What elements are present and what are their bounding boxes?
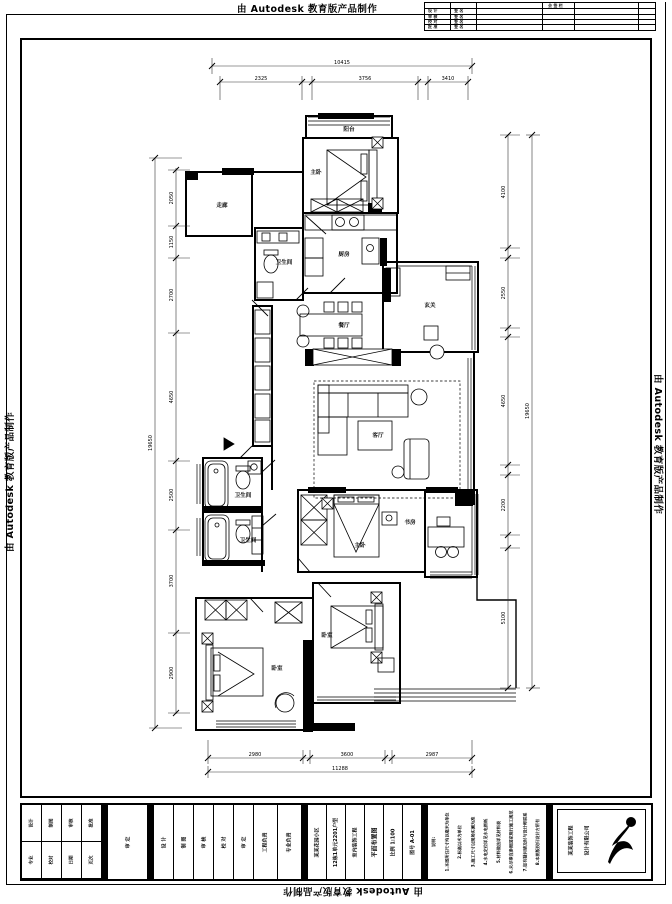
dim-label: 2987 [425, 752, 439, 758]
room-label: 客厅 [372, 433, 384, 439]
room-label: 主卧 [354, 543, 366, 549]
dimensions [149, 58, 540, 778]
note-line: 5.材料做法详见材料表 [496, 820, 502, 864]
rev-label: 审 核 [428, 14, 438, 19]
room-label: 餐厅 [338, 323, 350, 329]
title-col: 某某花园小区 [308, 805, 327, 879]
info-cell: 批准 [82, 805, 102, 842]
dim-label: 10415 [334, 60, 350, 66]
wall-fills [186, 113, 473, 732]
cabinet-strip [255, 310, 270, 442]
watermark-bottom: 由 Autodesk 教育版产品制作 [282, 885, 423, 896]
dim-label: 4650 [169, 390, 175, 404]
room-label: 卧室 [271, 666, 283, 672]
title-col: 制 图 [174, 805, 194, 879]
rev-label: 校 对 [428, 19, 438, 24]
logo-inner-frame [557, 809, 646, 873]
title-col: 平面布置图 [365, 805, 384, 879]
dim-label: 4650 [501, 394, 507, 408]
dim-label: 19650 [525, 403, 531, 419]
watermark-right: 由 Autodesk 教育版产品制作 [652, 374, 663, 515]
title-col: 图号 A-01 [403, 805, 422, 879]
title-col: 设 计 [154, 805, 174, 879]
room-labels [215, 125, 436, 672]
bed-3 [275, 592, 394, 672]
rev-label: 签 名 [454, 24, 464, 29]
dim-label: 1150 [169, 235, 175, 249]
room-label: 玄关 [424, 303, 436, 309]
logo-text-1: 某某装饰工程 [568, 824, 575, 856]
dim-label: 2980 [248, 752, 262, 758]
title-col: 比例 1:100 [384, 805, 403, 879]
room-label: 厨房 [338, 252, 350, 258]
room-label: 卫生间 [234, 493, 252, 499]
title-col: 校 对 [214, 805, 234, 879]
entry-fixtures [313, 266, 470, 365]
title-col: 专业负责 [278, 805, 302, 879]
dim-label: 19650 [148, 435, 154, 451]
furniture [202, 137, 470, 712]
note-line: 7.如有疑问请及时与设计师联系 [522, 812, 528, 872]
room-label: 主卧 [310, 170, 322, 176]
title-col: 工程负责 [254, 805, 278, 879]
note-line: 2.标高以米为单位 [457, 825, 463, 859]
marker-triangle [224, 438, 234, 450]
dim-label: 3756 [358, 76, 372, 82]
info-cell: 页次 [82, 842, 102, 879]
rev-label: 批 准 [428, 24, 438, 29]
info-cell: 校对 [42, 842, 62, 879]
room-label: 走廊 [216, 203, 228, 209]
watermark-top: 由 Autodesk 教育版产品制作 [237, 4, 378, 15]
logo-text-2: 设计有限公司 [584, 824, 591, 856]
company-logo-icon [598, 812, 642, 868]
bed-4 [202, 600, 294, 712]
dim-label: 3600 [340, 752, 354, 758]
note-line: 8.本图版权归设计方所有 [535, 818, 541, 866]
bed-2 [301, 495, 464, 558]
note-line: 4.水电定位详见水电图纸 [483, 818, 489, 866]
info-cell: 日期 [62, 842, 82, 879]
title-col: 审 定 [234, 805, 254, 879]
rev-label: 签 名 [454, 8, 464, 13]
walls [186, 116, 516, 730]
room-label: 书房 [404, 520, 416, 526]
bed-1 [327, 137, 383, 209]
watermark-left: 由 Autodesk 教育版产品制作 [5, 411, 16, 552]
dim-label: 2500 [169, 488, 175, 502]
rev-label: 签 名 [454, 14, 464, 19]
note-line: 1.本图所注尺寸均以毫米为单位 [444, 812, 450, 872]
dim-label: 2200 [501, 498, 507, 512]
wardrobe [311, 199, 363, 212]
room-label: 卧室 [321, 633, 333, 639]
info-cell: 设计 [22, 805, 42, 842]
dim-label: 4100 [501, 185, 507, 199]
dim-label: 2700 [169, 288, 175, 302]
dim-label: 3700 [169, 574, 175, 588]
rev-label: 签 名 [454, 19, 464, 24]
rev-label: 设 计 [428, 8, 438, 13]
room-label: 卫生间 [275, 260, 293, 266]
title-col: 审 核 [194, 805, 214, 879]
note-line: 6.未尽事宜参照国家现行施工规范 [509, 810, 515, 874]
title-col: 室内装饰工程 [346, 805, 365, 879]
title-col: 12栋1单元2201户型 [327, 805, 346, 879]
dim-label: 3410 [441, 76, 455, 82]
room-label: 卫生间 [239, 538, 257, 544]
room-label: 阳台 [343, 127, 355, 133]
note-line: 3.施工尺寸以现场实测为准 [470, 816, 476, 868]
dim-label: 2325 [254, 76, 268, 82]
living-room-set [314, 381, 460, 498]
title-block [20, 803, 653, 881]
dim-label: 2900 [169, 666, 175, 680]
info-cell: 专业 [22, 842, 42, 879]
title-info-table [22, 805, 102, 879]
dim-label: 11288 [332, 766, 348, 772]
dining-set [297, 302, 362, 348]
dim-label: 2050 [169, 191, 175, 205]
info-cell: 制图 [42, 805, 62, 842]
notes-panel [428, 805, 546, 879]
info-cell: 审核 [62, 805, 82, 842]
title-col: 审 定 [108, 805, 148, 879]
rev-label-mid: 会 签 栏 [548, 3, 563, 8]
note-line: 说明: [431, 836, 436, 848]
dim-label: 2550 [501, 286, 507, 300]
logo-box [552, 805, 651, 879]
dim-label: 5100 [501, 611, 507, 625]
